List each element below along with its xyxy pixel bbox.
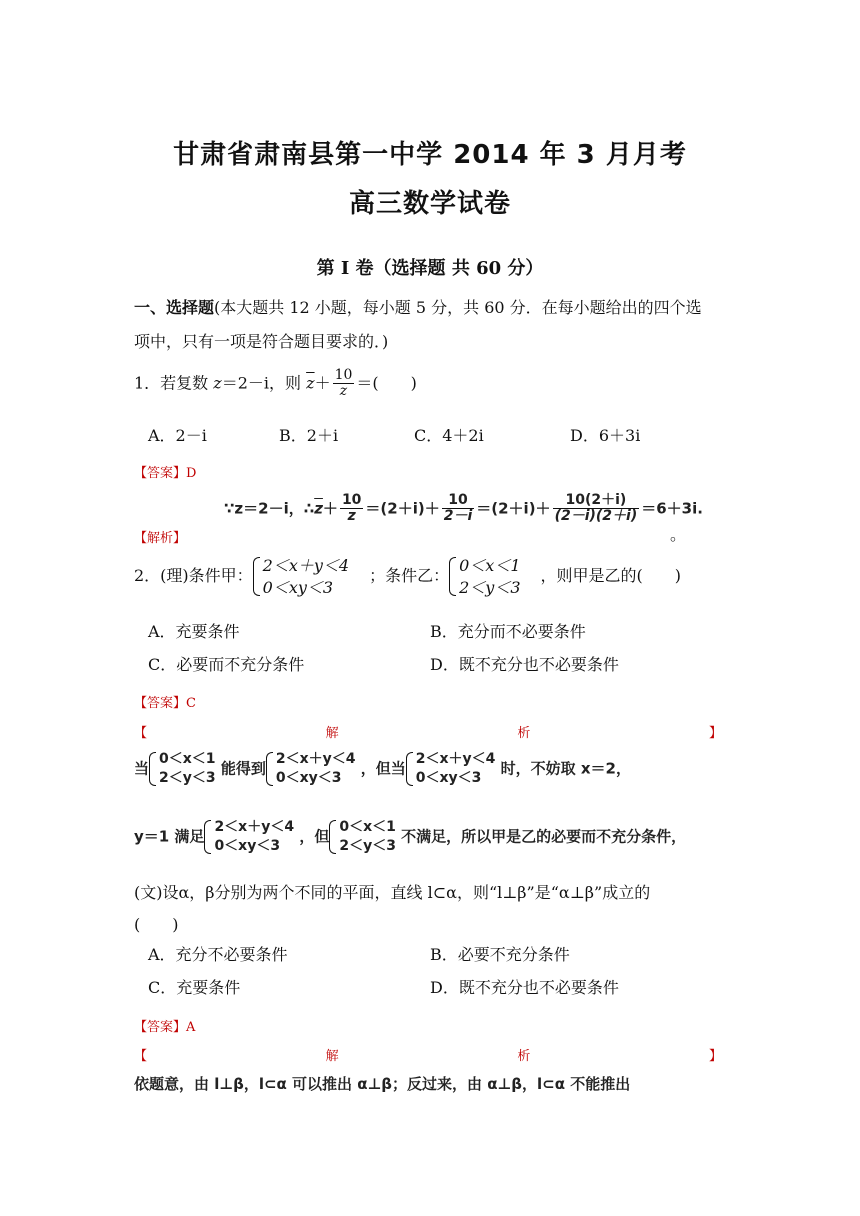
q2-jia-system <box>253 555 349 598</box>
q1-sol-f3-num: 10(2＋i) <box>553 493 640 509</box>
q1-sol-frac2 <box>442 493 475 525</box>
q2w-option-d: D．既不充分也不必要条件 <box>430 978 619 997</box>
q1-sol-part2: ＝(2＋i)＋ <box>365 499 440 518</box>
q2-analysis-jie: 解 <box>325 726 339 741</box>
q2-sol2-sys2 <box>329 818 396 856</box>
q2w-analysis-xi: 析 <box>517 1049 531 1064</box>
q2-answer-tag: 【答案】C <box>134 696 196 711</box>
q2-sol1-sys3-l2: 0＜xy＜3 <box>415 769 482 786</box>
q2w-line1: (文)设α，β分别为两个不同的平面，直线 l⊂α，则“l⊥β”是“α⊥β”成立的 <box>134 883 651 902</box>
q2w-analysis-open: 【 <box>134 1049 148 1064</box>
q1-option-b: B．2＋i <box>279 426 339 445</box>
q2-sol1-sys2-l1: 2＜x＋y＜4 <box>275 751 356 767</box>
q2-jia-line2: 0＜xy＜3 <box>262 577 334 597</box>
q2-sol2-sys2-l2: 2＜y＜3 <box>339 837 396 854</box>
q2-solution-line2 <box>134 818 686 856</box>
q1-sol-f3-den: (2－i)(2＋i) <box>554 508 638 525</box>
q2-analysis-open: 【 <box>134 726 148 741</box>
q1-analysis-tag: 【解析】 <box>134 531 187 546</box>
q2-option-b: B．充分而不必要条件 <box>430 622 586 641</box>
q2-option-d: D．既不充分也不必要条件 <box>430 655 619 674</box>
q1-option-a: A．2－i <box>148 426 207 445</box>
q2-sol2-pre: y＝1 满足 <box>134 827 205 846</box>
q1-zbar: $\overline{z}$ <box>306 373 315 393</box>
q2-solution-line1 <box>134 750 631 788</box>
q2-jia-line1: 2＜x＋y＜4 <box>262 556 350 575</box>
q2-sol2-t1: ，但 <box>299 827 330 846</box>
q1-stem <box>134 368 417 400</box>
q1-sol-frac1 <box>340 493 363 525</box>
q2-stem <box>134 555 681 598</box>
q2-sol1-sys3-l1: 2＜x＋y＜4 <box>415 751 496 767</box>
q2-sol2-sys1-l2: 0＜xy＜3 <box>214 837 281 854</box>
q1-answer-tag: 【答案】D <box>134 466 197 481</box>
q2-sol1-sys1 <box>149 750 216 788</box>
exam-title-line1: 甘肃省肃南县第一中学 2014 年 3 月月考 <box>173 140 687 170</box>
q2-yi-system <box>449 555 520 598</box>
q1-solution <box>224 493 703 525</box>
q2w-option-c: C．充要条件 <box>148 978 241 997</box>
q1-stem-eq: ＝2－i，则 <box>221 373 302 393</box>
q2-yi-line1: 0＜x＜1 <box>459 556 521 575</box>
q2-yi-line2: 2＜y＜3 <box>459 577 521 597</box>
intro-line1-rest: (本大题共 12 小题，每小题 5 分，共 60 分．在每小题给出的四个选 <box>214 298 702 317</box>
q2w-line2: ( ) <box>134 915 179 934</box>
q2-analysis-xi: 析 <box>517 726 531 741</box>
q1-sol-part1: ∵z＝2－i，∴ <box>224 499 315 518</box>
q1-sol-zbar: $\overline{z}$ <box>314 499 323 518</box>
q1-sol-part4: ＝6＋3i. <box>641 499 703 518</box>
q2-sol1-sys1-l2: 2＜y＜3 <box>159 769 216 786</box>
q2-option-c: C．必要而不充分条件 <box>148 655 305 674</box>
q1-frac-num: 10 <box>334 367 353 383</box>
q2w-option-a: A．充分不必要条件 <box>148 945 288 964</box>
q2-analysis-header <box>134 722 722 741</box>
q1-sol-part3: ＝(2＋i)＋ <box>476 499 551 518</box>
q2-sol1-t2: ，但当 <box>360 759 406 778</box>
q2w-solution-line: 依题意，由 l⊥β，l⊂α 可以推出 α⊥β；反过来，由 α⊥β，l⊂α 不能推出 <box>134 1075 631 1093</box>
q2-sol2-sys1-l1: 2＜x＋y＜4 <box>214 819 295 835</box>
q2-sol1-t3: 时，不妨取 x＝2， <box>500 759 631 778</box>
section-title: 第 I 卷（选择题 共 60 分） <box>316 258 544 279</box>
q1-end-mark: 。 <box>670 525 687 544</box>
q1-stem-post: ＝( ) <box>356 373 417 393</box>
q2-mid: ；条件乙： <box>369 566 450 586</box>
q1-sol-f1-den: z <box>347 508 356 525</box>
q2-sol2-t2: 不满足，所以甲是乙的必要而不充分条件， <box>401 827 687 846</box>
q1-sol-f2-num: 10 <box>442 493 475 509</box>
intro-line2: 项中，只有一项是符合题目要求的．) <box>134 332 389 351</box>
q1-option-c: C．4＋2i <box>414 426 484 445</box>
intro-line1 <box>134 295 702 318</box>
q2w-analysis-close: 】 <box>708 1049 722 1064</box>
q2-stem-post: ，则甲是乙的( ) <box>540 566 682 586</box>
q1-frac-den: z <box>339 383 348 400</box>
exam-title-line2: 高三数学试卷 <box>348 189 511 219</box>
q1-plus: ＋ <box>314 373 331 393</box>
q1-sol-f2-den: 2－i <box>443 508 473 525</box>
q1-sol-f1-num: 10 <box>341 492 362 508</box>
q2w-answer-tag: 【答案】A <box>134 1020 196 1035</box>
q1-stem-z: z <box>213 373 222 393</box>
q2-sol1-sys3 <box>406 750 496 788</box>
q1-sol-plus1: ＋ <box>322 499 338 518</box>
intro-label: 一、选择题 <box>134 298 215 317</box>
q2-sol2-sys2-l1: 0＜x＜1 <box>339 819 396 835</box>
q2-stem-pre: 2．(理)条件甲： <box>134 566 253 586</box>
q2-sol1-pre: 当 <box>134 759 150 778</box>
q1-fraction <box>333 368 355 400</box>
q1-option-d: D．6＋3i <box>570 426 641 445</box>
q2-sol2-sys1 <box>204 818 294 856</box>
q2-sol1-t1: 能得到 <box>220 759 266 778</box>
q2w-option-b: B．必要不充分条件 <box>430 945 570 964</box>
q1-sol-frac3 <box>553 493 640 525</box>
q2-analysis-close: 】 <box>708 726 722 741</box>
q2-sol1-sys2 <box>266 750 356 788</box>
q1-stem-pre: 1．若复数 <box>134 373 214 393</box>
q2w-analysis-jie: 解 <box>325 1049 339 1064</box>
q2w-analysis-header <box>134 1045 722 1064</box>
q2-sol1-sys1-l1: 0＜x＜1 <box>159 751 216 767</box>
q2-sol1-sys2-l2: 0＜xy＜3 <box>275 769 342 786</box>
q2-option-a: A．充要条件 <box>148 622 240 641</box>
